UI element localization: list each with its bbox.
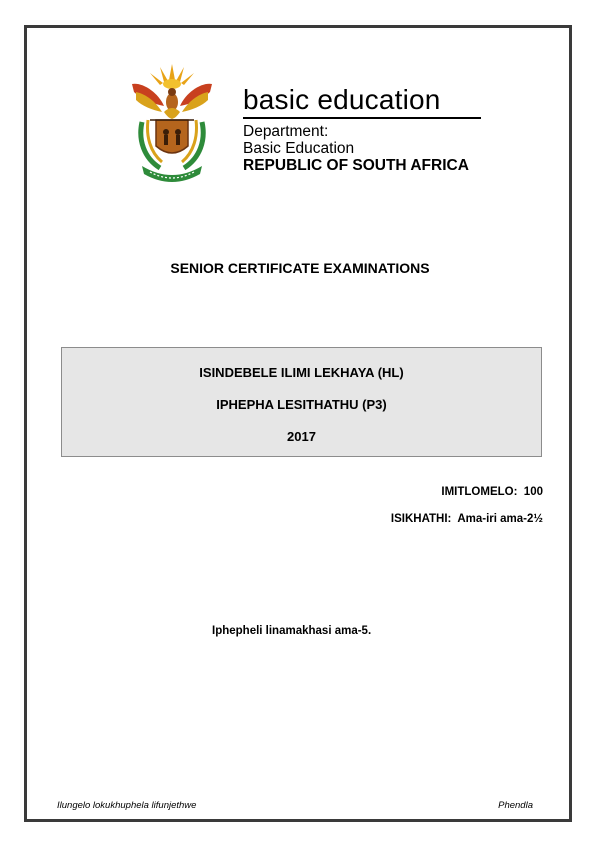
department-line2: Basic Education [243,140,355,157]
total-marks: IMITLOMELO: 100 [441,486,543,498]
department-line1: Department: [243,123,329,140]
brand-underline [243,117,481,119]
subject-box [61,347,542,457]
brand-name: basic education [243,84,441,115]
department-name [243,123,354,157]
exam-year: 2017 [287,429,316,444]
footer-copyright: Ilungelo lokukhuphela lifunjethwe [57,800,197,811]
coat-of-arms-icon [124,62,220,184]
country-name: REPUBLIC OF SOUTH AFRICA [243,157,469,174]
subject-name: ISINDEBELE ILIMI LEKHAYA (HL) [199,365,404,380]
page-count-note: Iphepheli linamakhasi ama-5. [212,625,372,637]
exam-title: SENIOR CERTIFICATE EXAMINATIONS [170,260,430,276]
paper-number: IPHEPHA LESITHATHU (P3) [216,397,387,412]
time-allowed: ISIKHATHI: Ama-iri ama-2½ [390,513,543,525]
footer-turn-over: Phendla [498,800,533,811]
